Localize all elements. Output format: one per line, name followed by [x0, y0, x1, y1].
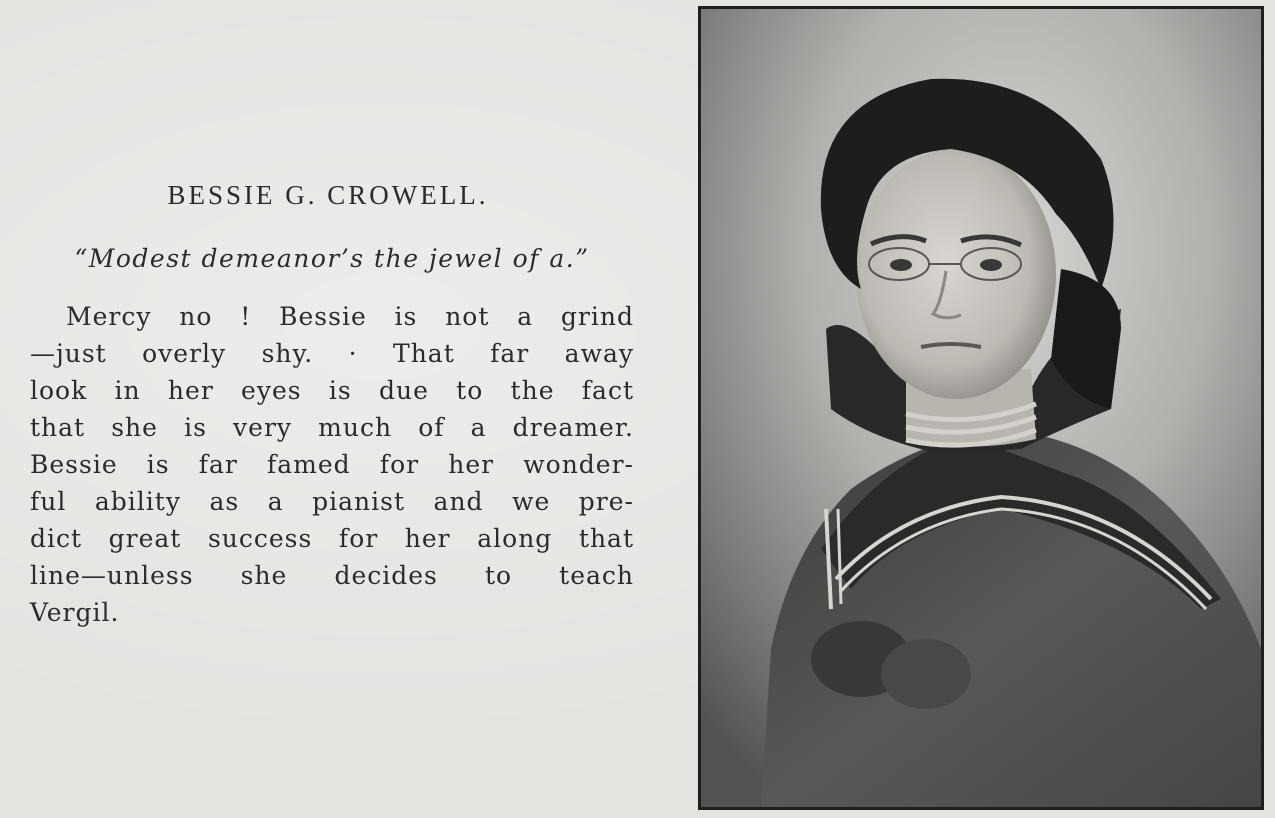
bio-line: that she is very much of a dreamer.: [30, 413, 634, 442]
student-bio: [30, 298, 634, 631]
bio-line: ful ability as a pianist and we pre-: [30, 487, 634, 516]
portrait-figure: [701, 9, 1261, 807]
student-quote: “Modest demeanor’s the jewel of a.”: [74, 244, 590, 273]
bio-line: dict great success for her along that: [30, 524, 634, 553]
bio-line: —just overly shy. · That far away: [30, 339, 634, 368]
portrait-photo: [698, 6, 1264, 810]
student-name: BESSIE G. CROWELL.: [167, 180, 489, 210]
bio-line: Mercy no ! Bessie is not a grind: [66, 302, 634, 331]
bio-line: Vergil.: [30, 598, 120, 627]
text-column: [30, 170, 634, 631]
bio-line: Bessie is far famed for her wonder-: [30, 450, 634, 479]
bio-line: look in her eyes is due to the fact: [30, 376, 634, 405]
bio-line: line—unless she decides to teach: [30, 561, 634, 590]
